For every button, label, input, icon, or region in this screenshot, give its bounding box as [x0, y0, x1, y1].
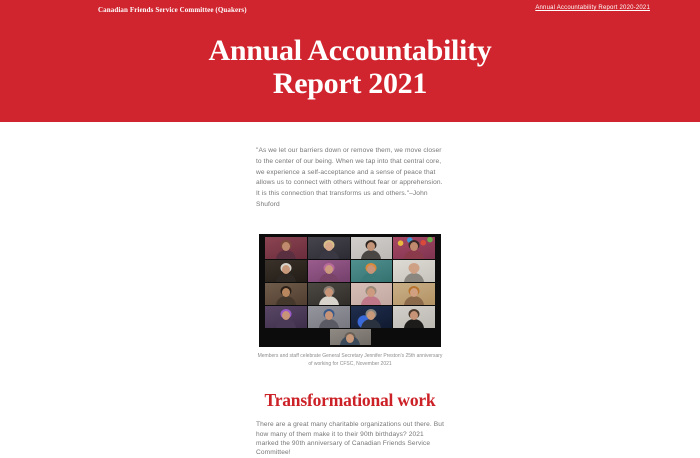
video-tile [308, 237, 350, 259]
video-tile [308, 306, 350, 328]
video-tile [351, 237, 393, 259]
hero-header [0, 0, 700, 122]
person-torso [361, 250, 381, 259]
person-torso [276, 319, 296, 328]
video-tile [393, 237, 435, 259]
person-head [325, 265, 333, 274]
page-title [0, 0, 700, 100]
person-torso [319, 250, 339, 259]
person-head [282, 288, 290, 297]
person-torso [319, 319, 339, 328]
video-tile [393, 260, 435, 282]
person-torso [319, 273, 339, 282]
section-heading: Transformational work [264, 390, 436, 411]
site-title-link[interactable]: Canadian Friends Service Committee (Quakers) [98, 6, 247, 14]
person-torso [361, 319, 381, 328]
photo-caption: Members and staff celebrate General Secretary Jennifer Preston's 25th anniversary of working for CFSC, November 2021 [257, 352, 443, 367]
person-torso [276, 296, 296, 305]
person-head [282, 242, 290, 251]
person-torso [361, 273, 381, 282]
person-head [367, 288, 375, 297]
person-torso [404, 296, 424, 305]
person-torso [404, 319, 424, 328]
video-tile [265, 260, 307, 282]
video-tile [351, 260, 393, 282]
person-head [325, 288, 333, 297]
person-head [367, 311, 375, 320]
video-tile [308, 260, 350, 282]
video-tile [308, 283, 350, 305]
person-head [410, 288, 418, 297]
video-tile [265, 306, 307, 328]
video-tile [393, 283, 435, 305]
person-head [367, 265, 375, 274]
video-tile [265, 237, 307, 259]
video-tile [330, 329, 371, 345]
video-grid-bottom [265, 329, 435, 345]
nav-link-report-2020-2021[interactable]: Annual Accountability Report 2020-2021 [535, 5, 650, 11]
person-head [325, 311, 333, 320]
video-tile [265, 283, 307, 305]
person-torso [319, 296, 339, 305]
person-torso [361, 296, 381, 305]
video-tile [393, 306, 435, 328]
main-content [256, 146, 444, 458]
section-paragraph: There are a great many charitable organizations out there. But how many of them make it to their 90th birthdays? 2021 marked the 90th anniversary of Canadian Friends Service Committee! [256, 421, 444, 457]
video-grid [265, 237, 435, 328]
video-tile [351, 306, 393, 328]
person-head [410, 242, 418, 251]
opening-quote: "As we let our barriers down or remove them, we move closer to the center of our being. When we tap into that central core, we experience a self-acceptance and a sense of peace that allows us to connect with others without fear or apprehension. It is this connection that transforms us and others."–John Shuford [256, 147, 443, 209]
person-torso [276, 250, 296, 259]
person-torso [276, 273, 296, 282]
page-title-line1: Annual Accountability [208, 34, 492, 67]
video-call-photo [259, 234, 441, 347]
person-torso [404, 273, 424, 282]
person-head [410, 265, 418, 274]
page-title-line2: Report 2021 [272, 67, 428, 100]
video-tile [351, 283, 393, 305]
person-head [346, 334, 354, 343]
person-head [410, 311, 418, 320]
person-head [282, 265, 290, 274]
person-torso [404, 250, 424, 259]
person-head [367, 242, 375, 251]
person-head [325, 242, 333, 251]
person-head [282, 311, 290, 320]
